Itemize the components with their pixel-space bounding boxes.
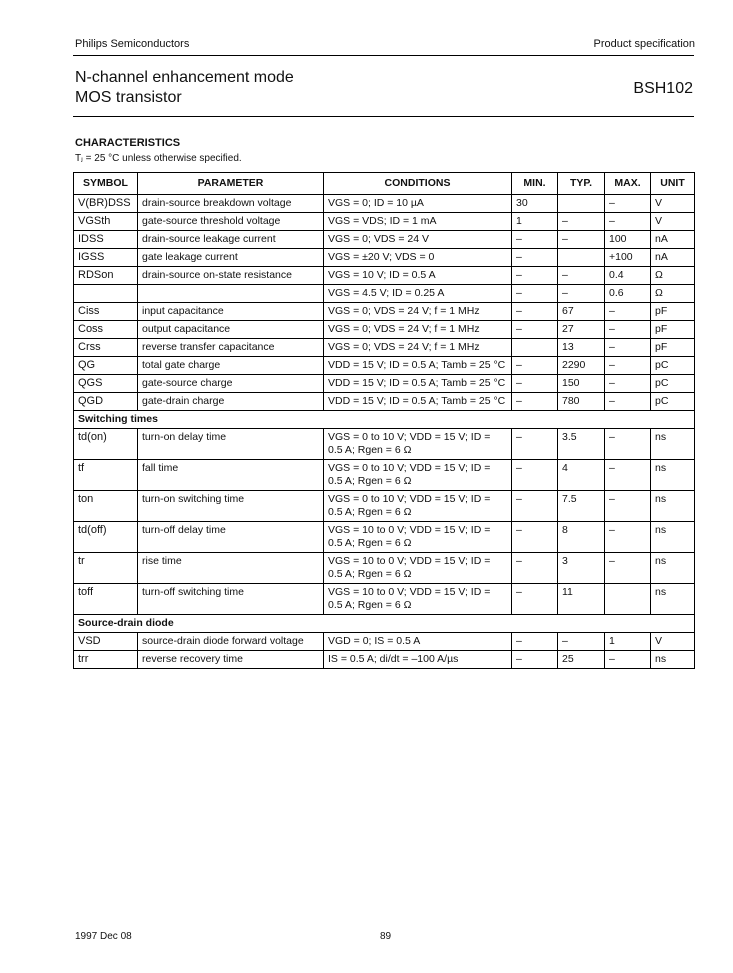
cell-symbol: RDSon xyxy=(74,267,138,285)
cell-conditions: VGS = VDS; ID = 1 mA xyxy=(324,213,512,231)
table-row xyxy=(74,231,695,249)
cell-unit: ns xyxy=(651,491,695,522)
table-row xyxy=(74,522,695,553)
cell-unit: pC xyxy=(651,393,695,411)
cell-symbol: QGD xyxy=(74,393,138,411)
cell-parameter: output capacitance xyxy=(138,321,324,339)
cell-conditions: VGD = 0; IS = 0.5 A xyxy=(324,633,512,651)
characteristics-table xyxy=(73,172,695,669)
cell-parameter: turn-on delay time xyxy=(138,429,324,460)
cell-parameter: gate-source charge xyxy=(138,375,324,393)
cell-conditions: VGS = 0 to 10 V; VDD = 15 V; ID = 0.5 A; Rgen = 6 Ω xyxy=(324,491,512,522)
cell-unit: pC xyxy=(651,357,695,375)
cell-unit: pC xyxy=(651,375,695,393)
table-row xyxy=(74,491,695,522)
cell-min: – xyxy=(512,429,558,460)
cell-typ: 11 xyxy=(558,584,605,615)
cell-max: 0.6 xyxy=(605,285,651,303)
cell-parameter: source-drain diode forward voltage xyxy=(138,633,324,651)
cell-conditions: VGS = 4.5 V; ID = 0.25 A xyxy=(324,285,512,303)
cell-unit: nA xyxy=(651,231,695,249)
cell-parameter: drain-source leakage current xyxy=(138,231,324,249)
title-line-1: N-channel enhancement mode xyxy=(75,69,294,86)
cell-conditions: VGS = 10 to 0 V; VDD = 15 V; ID = 0.5 A; Rgen = 6 Ω xyxy=(324,553,512,584)
column-header: SYMBOL xyxy=(74,173,138,195)
cell-typ: – xyxy=(558,267,605,285)
cell-min: – xyxy=(512,651,558,669)
cell-conditions: VGS = 0 to 10 V; VDD = 15 V; ID = 0.5 A; Rgen = 6 Ω xyxy=(324,429,512,460)
cell-max: 1 xyxy=(605,633,651,651)
cell-typ: 2290 xyxy=(558,357,605,375)
cell-min: – xyxy=(512,285,558,303)
document-type: Product specification xyxy=(593,38,695,50)
cell-symbol: Crss xyxy=(74,339,138,357)
table-row xyxy=(74,651,695,669)
document-title xyxy=(75,68,294,108)
cell-min: – xyxy=(512,491,558,522)
group-label: Source-drain diode xyxy=(74,615,695,633)
cell-max: – xyxy=(605,303,651,321)
cell-conditions: VGS = 10 to 0 V; VDD = 15 V; ID = 0.5 A; Rgen = 6 Ω xyxy=(324,522,512,553)
table-row xyxy=(74,584,695,615)
cell-symbol: V(BR)DSS xyxy=(74,195,138,213)
cell-unit: Ω xyxy=(651,285,695,303)
table-header-row xyxy=(74,173,695,195)
cell-conditions: VGS = 0; ID = 10 µA xyxy=(324,195,512,213)
table-body xyxy=(74,195,695,669)
page-number: 89 xyxy=(380,931,392,942)
cell-symbol: IDSS xyxy=(74,231,138,249)
cell-typ: 3.5 xyxy=(558,429,605,460)
cell-typ: 3 xyxy=(558,553,605,584)
cell-min: 30 xyxy=(512,195,558,213)
cell-unit: pF xyxy=(651,321,695,339)
cell-typ xyxy=(558,249,605,267)
cell-conditions: VGS = 0 to 10 V; VDD = 15 V; ID = 0.5 A; Rgen = 6 Ω xyxy=(324,460,512,491)
table-row xyxy=(74,195,695,213)
cell-unit: pF xyxy=(651,303,695,321)
cell-unit: V xyxy=(651,213,695,231)
cell-conditions: VDD = 15 V; ID = 0.5 A; Tamb = 25 °C xyxy=(324,393,512,411)
cell-min: – xyxy=(512,321,558,339)
cell-max: – xyxy=(605,460,651,491)
cell-typ: – xyxy=(558,213,605,231)
cell-max: – xyxy=(605,491,651,522)
cell-symbol: Coss xyxy=(74,321,138,339)
cell-symbol: tf xyxy=(74,460,138,491)
cell-max: 0.4 xyxy=(605,267,651,285)
cell-symbol: ton xyxy=(74,491,138,522)
cell-symbol xyxy=(74,285,138,303)
column-header: MIN. xyxy=(512,173,558,195)
cell-symbol: tr xyxy=(74,553,138,584)
cell-min: – xyxy=(512,393,558,411)
cell-min: – xyxy=(512,553,558,584)
table-row xyxy=(74,393,695,411)
cell-symbol: td(off) xyxy=(74,522,138,553)
group-label: Switching times xyxy=(74,411,695,429)
cell-unit: Ω xyxy=(651,267,695,285)
cell-symbol: QGS xyxy=(74,375,138,393)
cell-symbol: VSD xyxy=(74,633,138,651)
cell-parameter: fall time xyxy=(138,460,324,491)
column-header: UNIT xyxy=(651,173,695,195)
cell-max: – xyxy=(605,522,651,553)
section-note: Tⱼ = 25 °C unless otherwise specified. xyxy=(75,153,242,164)
table-row xyxy=(74,633,695,651)
cell-unit: ns xyxy=(651,584,695,615)
cell-min: – xyxy=(512,460,558,491)
cell-conditions: VGS = 0; VDS = 24 V; f = 1 MHz xyxy=(324,321,512,339)
cell-typ: 27 xyxy=(558,321,605,339)
cell-typ: 780 xyxy=(558,393,605,411)
cell-typ: – xyxy=(558,285,605,303)
company-name: Philips Semiconductors xyxy=(75,38,190,50)
table-row xyxy=(74,429,695,460)
cell-parameter: turn-on switching time xyxy=(138,491,324,522)
cell-parameter: gate leakage current xyxy=(138,249,324,267)
column-header: MAX. xyxy=(605,173,651,195)
cell-max: – xyxy=(605,321,651,339)
cell-typ: – xyxy=(558,231,605,249)
cell-typ: – xyxy=(558,633,605,651)
section-title: CHARACTERISTICS xyxy=(75,137,181,149)
cell-max: +100 xyxy=(605,249,651,267)
cell-parameter: total gate charge xyxy=(138,357,324,375)
part-number: BSH102 xyxy=(633,80,693,97)
cell-parameter xyxy=(138,285,324,303)
cell-unit: pF xyxy=(651,339,695,357)
column-header: PARAMETER xyxy=(138,173,324,195)
cell-conditions: VDD = 15 V; ID = 0.5 A; Tamb = 25 °C xyxy=(324,357,512,375)
cell-conditions: VGS = 0; VDS = 24 V; f = 1 MHz xyxy=(324,339,512,357)
cell-symbol: Ciss xyxy=(74,303,138,321)
cell-min: – xyxy=(512,231,558,249)
cell-typ: 7.5 xyxy=(558,491,605,522)
cell-parameter: drain-source on-state resistance xyxy=(138,267,324,285)
cell-min: – xyxy=(512,303,558,321)
cell-parameter: reverse transfer capacitance xyxy=(138,339,324,357)
cell-typ xyxy=(558,195,605,213)
cell-typ: 150 xyxy=(558,375,605,393)
cell-unit: ns xyxy=(651,553,695,584)
cell-unit: ns xyxy=(651,429,695,460)
cell-typ: 13 xyxy=(558,339,605,357)
cell-conditions: VGS = ±20 V; VDS = 0 xyxy=(324,249,512,267)
table-row xyxy=(74,249,695,267)
cell-typ: 8 xyxy=(558,522,605,553)
table-row xyxy=(74,213,695,231)
cell-parameter: gate-source threshold voltage xyxy=(138,213,324,231)
cell-parameter: reverse recovery time xyxy=(138,651,324,669)
cell-min: – xyxy=(512,267,558,285)
header-rule xyxy=(73,55,694,56)
title-rule xyxy=(73,116,694,117)
cell-typ: 4 xyxy=(558,460,605,491)
cell-max: – xyxy=(605,339,651,357)
cell-min: – xyxy=(512,375,558,393)
cell-symbol: toff xyxy=(74,584,138,615)
cell-max: – xyxy=(605,213,651,231)
group-row xyxy=(74,615,695,633)
cell-conditions: VDD = 15 V; ID = 0.5 A; Tamb = 25 °C xyxy=(324,375,512,393)
group-row xyxy=(74,411,695,429)
table-row xyxy=(74,267,695,285)
cell-symbol: td(on) xyxy=(74,429,138,460)
cell-parameter: gate-drain charge xyxy=(138,393,324,411)
column-header: CONDITIONS xyxy=(324,173,512,195)
cell-unit: V xyxy=(651,195,695,213)
cell-symbol: VGSth xyxy=(74,213,138,231)
cell-max: – xyxy=(605,553,651,584)
cell-max: – xyxy=(605,429,651,460)
column-header: TYP. xyxy=(558,173,605,195)
cell-max: 100 xyxy=(605,231,651,249)
footer-date: 1997 Dec 08 xyxy=(75,931,132,942)
cell-conditions: IS = 0.5 A; di/dt = –100 A/µs xyxy=(324,651,512,669)
title-line-2: MOS transistor xyxy=(75,89,182,106)
cell-unit: ns xyxy=(651,522,695,553)
cell-unit: ns xyxy=(651,651,695,669)
cell-unit: ns xyxy=(651,460,695,491)
cell-typ: 67 xyxy=(558,303,605,321)
cell-max: – xyxy=(605,375,651,393)
cell-max: – xyxy=(605,393,651,411)
cell-typ: 25 xyxy=(558,651,605,669)
cell-max: – xyxy=(605,357,651,375)
cell-parameter: turn-off switching time xyxy=(138,584,324,615)
cell-min: – xyxy=(512,522,558,553)
table-row xyxy=(74,357,695,375)
cell-unit: V xyxy=(651,633,695,651)
cell-symbol: trr xyxy=(74,651,138,669)
table-row xyxy=(74,553,695,584)
table-row xyxy=(74,321,695,339)
table-row xyxy=(74,375,695,393)
cell-symbol: QG xyxy=(74,357,138,375)
cell-conditions: VGS = 10 V; ID = 0.5 A xyxy=(324,267,512,285)
cell-parameter: drain-source breakdown voltage xyxy=(138,195,324,213)
cell-min xyxy=(512,339,558,357)
cell-parameter: input capacitance xyxy=(138,303,324,321)
table-row xyxy=(74,285,695,303)
cell-unit: nA xyxy=(651,249,695,267)
cell-parameter: turn-off delay time xyxy=(138,522,324,553)
table-row xyxy=(74,303,695,321)
table-row xyxy=(74,460,695,491)
cell-symbol: IGSS xyxy=(74,249,138,267)
cell-max: – xyxy=(605,195,651,213)
cell-min: – xyxy=(512,584,558,615)
cell-conditions: VGS = 0; VDS = 24 V; f = 1 MHz xyxy=(324,303,512,321)
cell-min: – xyxy=(512,249,558,267)
cell-min: 1 xyxy=(512,213,558,231)
cell-conditions: VGS = 0; VDS = 24 V xyxy=(324,231,512,249)
cell-min: – xyxy=(512,633,558,651)
cell-conditions: VGS = 10 to 0 V; VDD = 15 V; ID = 0.5 A; Rgen = 6 Ω xyxy=(324,584,512,615)
cell-min: – xyxy=(512,357,558,375)
cell-max: – xyxy=(605,651,651,669)
table-row xyxy=(74,339,695,357)
cell-max xyxy=(605,584,651,615)
cell-parameter: rise time xyxy=(138,553,324,584)
